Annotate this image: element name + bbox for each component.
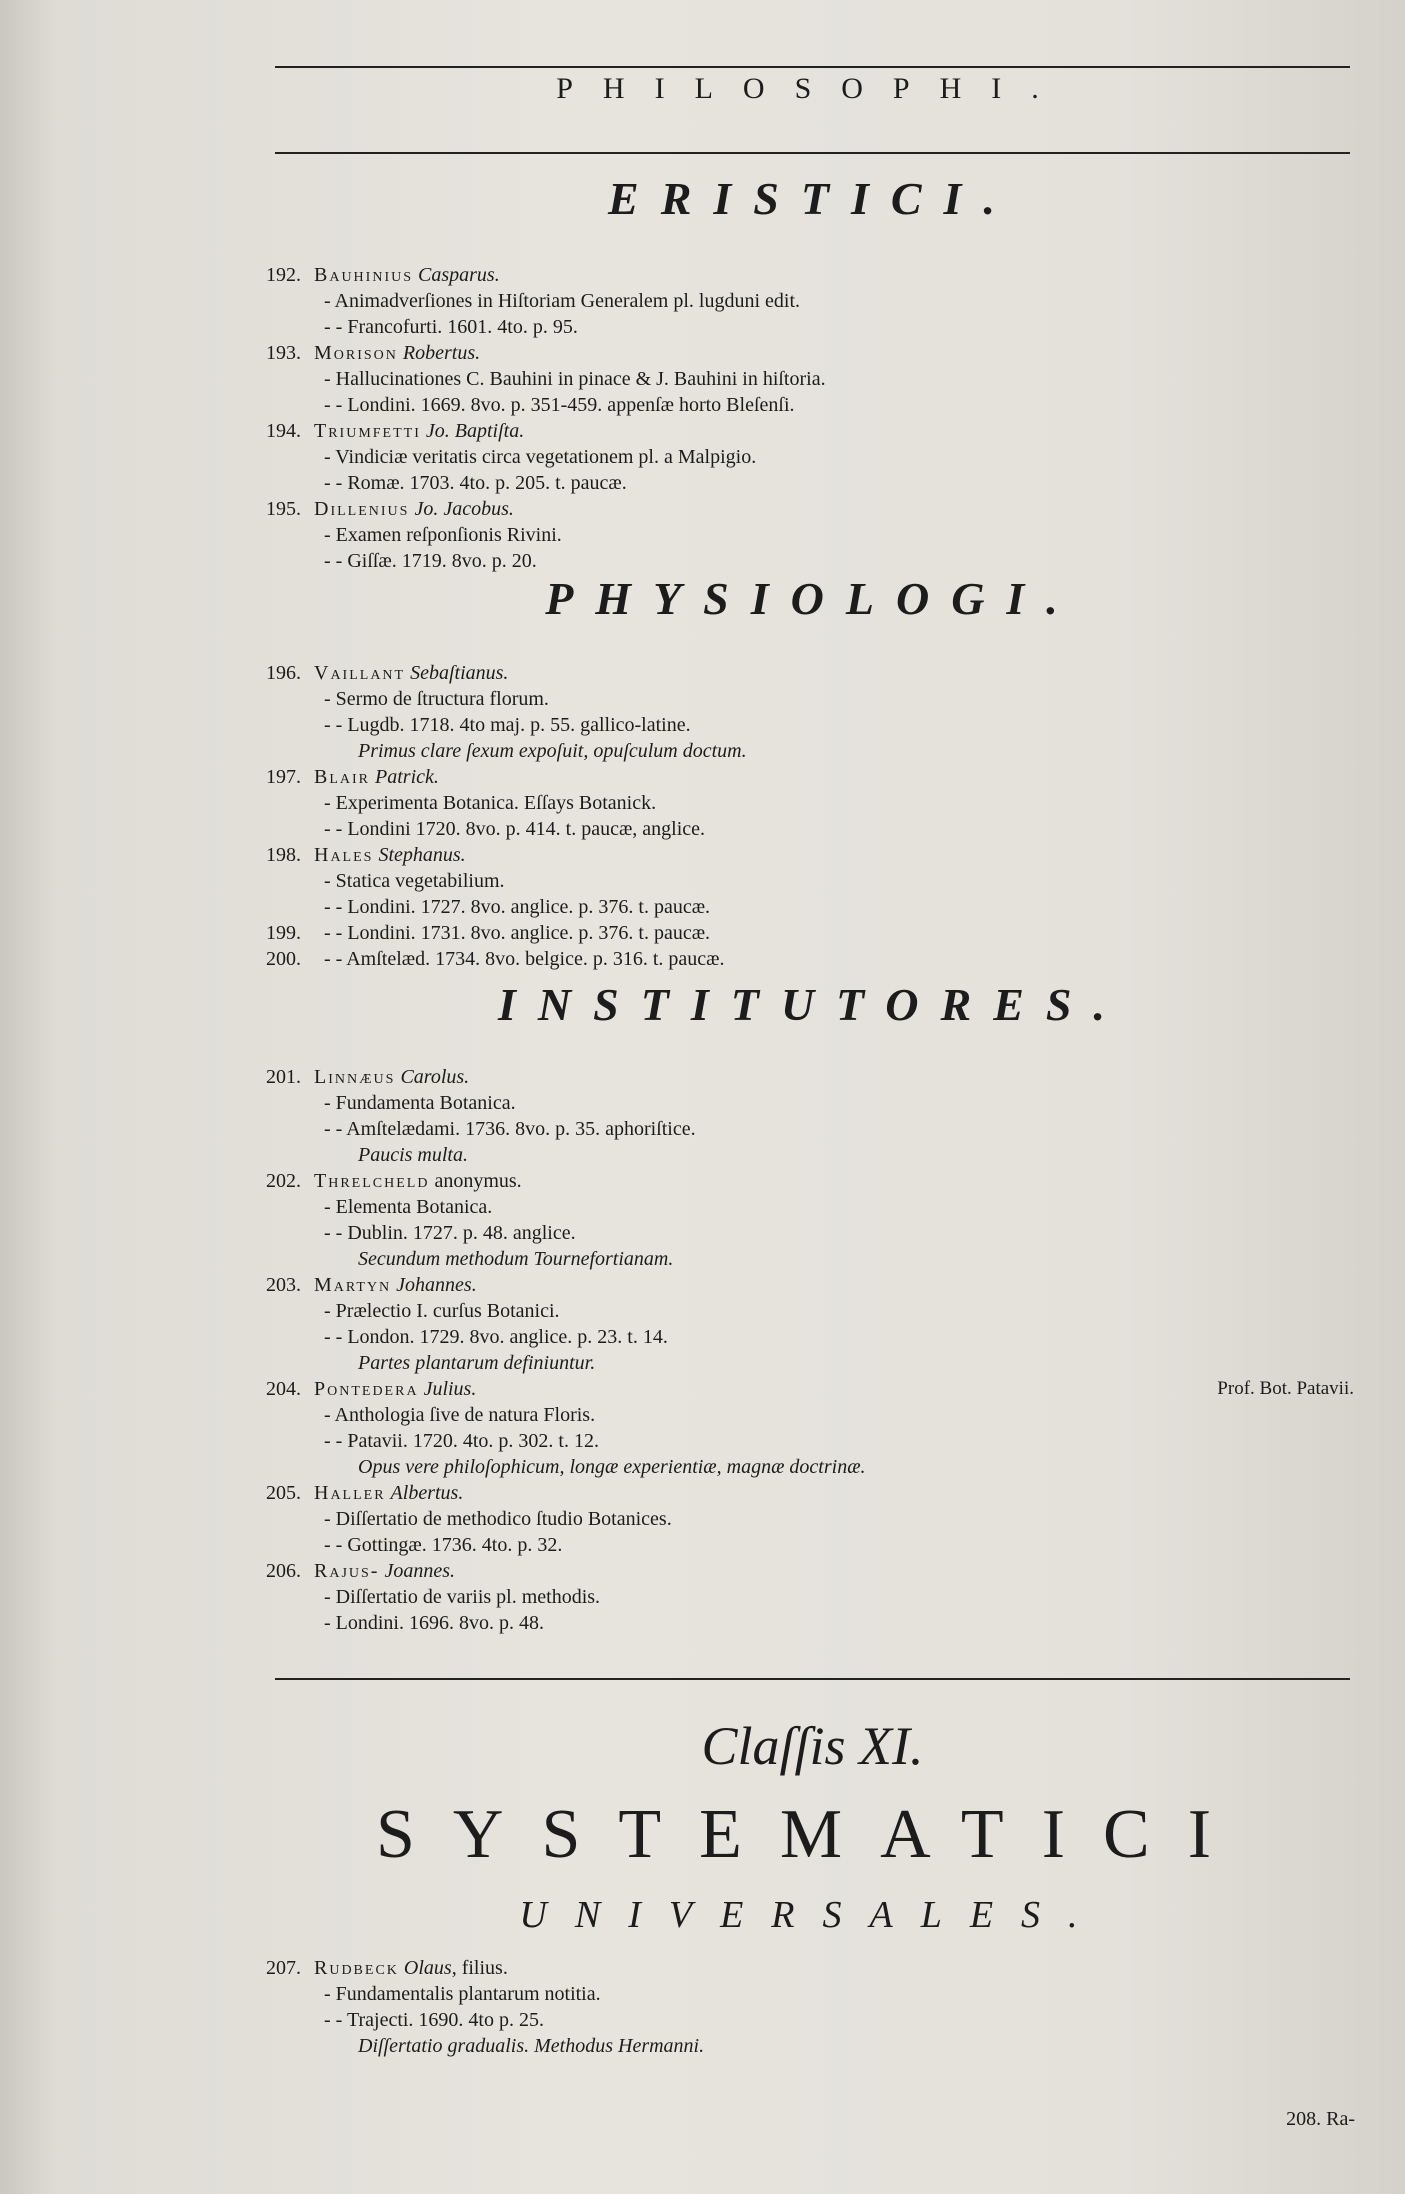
entry-note: Primus clare ſexum expoſuit, opuſculum doctum. xyxy=(358,740,747,762)
entry-author-surname: Hales xyxy=(314,844,374,866)
entry-author-surname: Blair xyxy=(314,766,371,788)
entry-author-surname: Dillenius xyxy=(314,498,410,520)
entry-number: 201. xyxy=(266,1066,301,1088)
entry-author-given: Patrick. xyxy=(375,766,439,788)
entry-number: 192. xyxy=(266,264,301,286)
entry-note: Paucis multa. xyxy=(358,1144,468,1166)
entry-line: - - Giſſæ. 1719. 8vo. p. 20. xyxy=(324,550,537,572)
entry-line: - Sermo de ſtructura florum. xyxy=(324,688,549,710)
entry-line: - - Gottingæ. 1736. 4to. p. 32. xyxy=(324,1534,563,1556)
entry-author-given: Carolus. xyxy=(400,1066,470,1088)
entry-line: - Fundamenta Botanica. xyxy=(324,1092,516,1114)
entry-author-given: Jo. Jacobus. xyxy=(414,498,514,520)
entry-number: 200. xyxy=(266,948,301,970)
section-title-physiologi: PHYSIOLOGI. xyxy=(545,573,1080,624)
bibliography-entry xyxy=(266,764,1366,842)
entry-line: - Anthologia ſive de natura Floris. xyxy=(324,1404,596,1426)
entry-line: - - Patavii. 1720. 4to. p. 302. t. 12. xyxy=(324,1430,599,1452)
entry-author-surname: Rajus- xyxy=(314,1560,380,1582)
entry-line: - Experimenta Botanica. Eſſays Botanick. xyxy=(324,792,657,814)
bibliography-entry xyxy=(266,1064,1366,1168)
catchword: 208. Ra- xyxy=(1286,2108,1355,2130)
entry-number: 202. xyxy=(266,1170,301,1192)
header-rule-bottom xyxy=(275,152,1350,154)
bibliography-entry xyxy=(266,660,1366,764)
entry-author-given: anonymus. xyxy=(434,1170,522,1192)
entry-author-given: Julius. xyxy=(423,1378,477,1400)
entry-line: - Prælectio I. curſus Botanici. xyxy=(324,1300,560,1322)
entry-line: - Fundamentalis plantarum notitia. xyxy=(324,1983,601,2005)
entry-number: 198. xyxy=(266,844,301,866)
entry-number: 197. xyxy=(266,766,301,788)
entry-note: Partes plantarum definiuntur. xyxy=(358,1352,596,1374)
entry-number: 203. xyxy=(266,1274,301,1296)
entry-author-given: Olaus xyxy=(403,1957,452,1979)
entry-author-given: Casparus. xyxy=(418,264,500,286)
bibliography-entry xyxy=(266,418,1366,496)
bibliography-entry xyxy=(266,496,1366,574)
entry-line: - Statica vegetabilium. xyxy=(324,870,505,892)
entry-number: 199. xyxy=(266,922,301,944)
entry-author-given: Joannes. xyxy=(384,1560,456,1582)
classis-heading: Claſſis XI. xyxy=(701,1716,924,1776)
bibliography-entry xyxy=(266,842,1366,920)
entry-author-surname: Bauhinius xyxy=(314,264,414,286)
entry-line: - - Londini. 1731. 8vo. anglice. p. 376. t. paucæ. xyxy=(324,922,711,944)
entry-author-surname: Morison xyxy=(314,342,398,364)
entry-line: - Elementa Botanica. xyxy=(324,1196,493,1218)
entry-line: - Examen reſponſionis Rivini. xyxy=(324,524,562,546)
section-divider-rule xyxy=(275,1678,1350,1680)
bibliography-entry xyxy=(266,1955,1366,2059)
entry-author-given: Stephanus. xyxy=(378,844,466,866)
entry-author-surname: Threlcheld xyxy=(314,1170,430,1192)
entry-line: - Vindiciæ veritatis circa vegetationem pl. a Malpigio. xyxy=(324,446,757,468)
entry-line: - - Lugdb. 1718. 4to maj. p. 55. gallico-latine. xyxy=(324,714,691,736)
entry-line: - Diſſertatio de methodico ſtudio Botanices. xyxy=(324,1508,672,1530)
bibliography-entry xyxy=(266,340,1366,418)
entry-author-suffix: , filius. xyxy=(451,1957,508,1979)
entries-physiologi xyxy=(266,660,1366,972)
entry-author-given: Robertus. xyxy=(402,342,481,364)
header-rule-top xyxy=(275,66,1350,68)
entry-number: 205. xyxy=(266,1482,301,1504)
entry-line: - Hallucinationes C. Bauhini in pinace & J. Bauhini in hiſtoria. xyxy=(324,368,826,390)
entry-number: 194. xyxy=(266,420,301,442)
bibliography-entry xyxy=(266,1272,1366,1376)
entry-line: - - London. 1729. 8vo. anglice. p. 23. t. 14. xyxy=(324,1326,668,1348)
entry-author-surname: Martyn xyxy=(314,1274,392,1296)
bibliography-entry xyxy=(266,946,1366,972)
entry-line: - - Trajecti. 1690. 4to p. 25. xyxy=(324,2009,544,2031)
bibliography-entry xyxy=(266,1376,1366,1480)
entry-number: 207. xyxy=(266,1957,301,1979)
entry-author-surname: Linnæus xyxy=(314,1066,396,1088)
entry-line: - - Romæ. 1703. 4to. p. 205. t. paucæ. xyxy=(324,472,627,494)
entry-author-given: Albertus. xyxy=(390,1482,464,1504)
entry-note: Diſſertatio gradualis. Methodus Hermanni. xyxy=(358,2035,705,2057)
entry-author-surname: Vaillant xyxy=(314,662,406,684)
entry-note: Secundum methodum Tournefortianam. xyxy=(358,1248,674,1270)
entry-number: 195. xyxy=(266,498,301,520)
bibliography-entry xyxy=(266,1168,1366,1272)
entry-line: - Londini. 1696. 8vo. p. 48. xyxy=(324,1612,544,1634)
entry-author-given: Sebaſtianus. xyxy=(410,662,509,684)
entry-author-given: Jo. Baptiſta. xyxy=(425,420,525,442)
entry-number: 204. xyxy=(266,1378,301,1400)
section-title-institutores: INSTITUTORES. xyxy=(498,979,1127,1030)
entry-line: - Animadverſiones in Hiſtoriam Generalem pl. lugduni edit. xyxy=(324,290,801,312)
entry-line: - - Francofurti. 1601. 4to. p. 95. xyxy=(324,316,578,338)
entry-line: - Diſſertatio de variis pl. methodis. xyxy=(324,1586,601,1608)
entry-line: - - Dublin. 1727. p. 48. anglice. xyxy=(324,1222,576,1244)
entries-eristici xyxy=(266,262,1366,574)
entry-author-surname: Pontedera xyxy=(314,1378,419,1400)
entry-author-surname: Rudbeck xyxy=(314,1957,399,1979)
systematici-heading: SYSTEMATICI xyxy=(375,1796,1250,1873)
entry-line: - - Londini. 1727. 8vo. anglice. p. 376. t. paucæ. xyxy=(324,896,711,918)
entries-final xyxy=(266,1955,1366,2059)
entry-line: - - Londini 1720. 8vo. p. 414. t. paucæ, anglice. xyxy=(324,818,706,840)
entries-institutores xyxy=(266,1064,1366,1636)
entry-author-surname: Haller xyxy=(314,1482,386,1504)
bibliography-entry xyxy=(266,1558,1366,1636)
universales-heading: UNIVERSALES. xyxy=(519,1894,1106,1936)
running-head: PHILOSOPHI. xyxy=(556,72,1069,105)
bibliography-entry xyxy=(266,1480,1366,1558)
entry-number: 206. xyxy=(266,1560,301,1582)
entry-note: Opus vere philoſophicum, longæ experientiæ, magnæ doctrinæ. xyxy=(358,1456,866,1478)
bibliography-entry xyxy=(266,920,1366,946)
entry-side-note: Prof. Bot. Patavii. xyxy=(1217,1378,1354,1399)
entry-line: - - Amſtelæd. 1734. 8vo. belgice. p. 316. t. paucæ. xyxy=(324,948,725,970)
entry-number: 193. xyxy=(266,342,301,364)
entry-line: - - Londini. 1669. 8vo. p. 351-459. appenſæ horto Bleſenſi. xyxy=(324,394,795,416)
entry-author-surname: Triumfetti xyxy=(314,420,421,442)
section-title-eristici: ERISTICI. xyxy=(608,173,1017,224)
entry-author-given: Johannes. xyxy=(396,1274,477,1296)
entry-number: 196. xyxy=(266,662,301,684)
entry-line: - - Amſtelædami. 1736. 8vo. p. 35. aphoriſtice. xyxy=(324,1118,696,1140)
bibliography-entry xyxy=(266,262,1366,340)
